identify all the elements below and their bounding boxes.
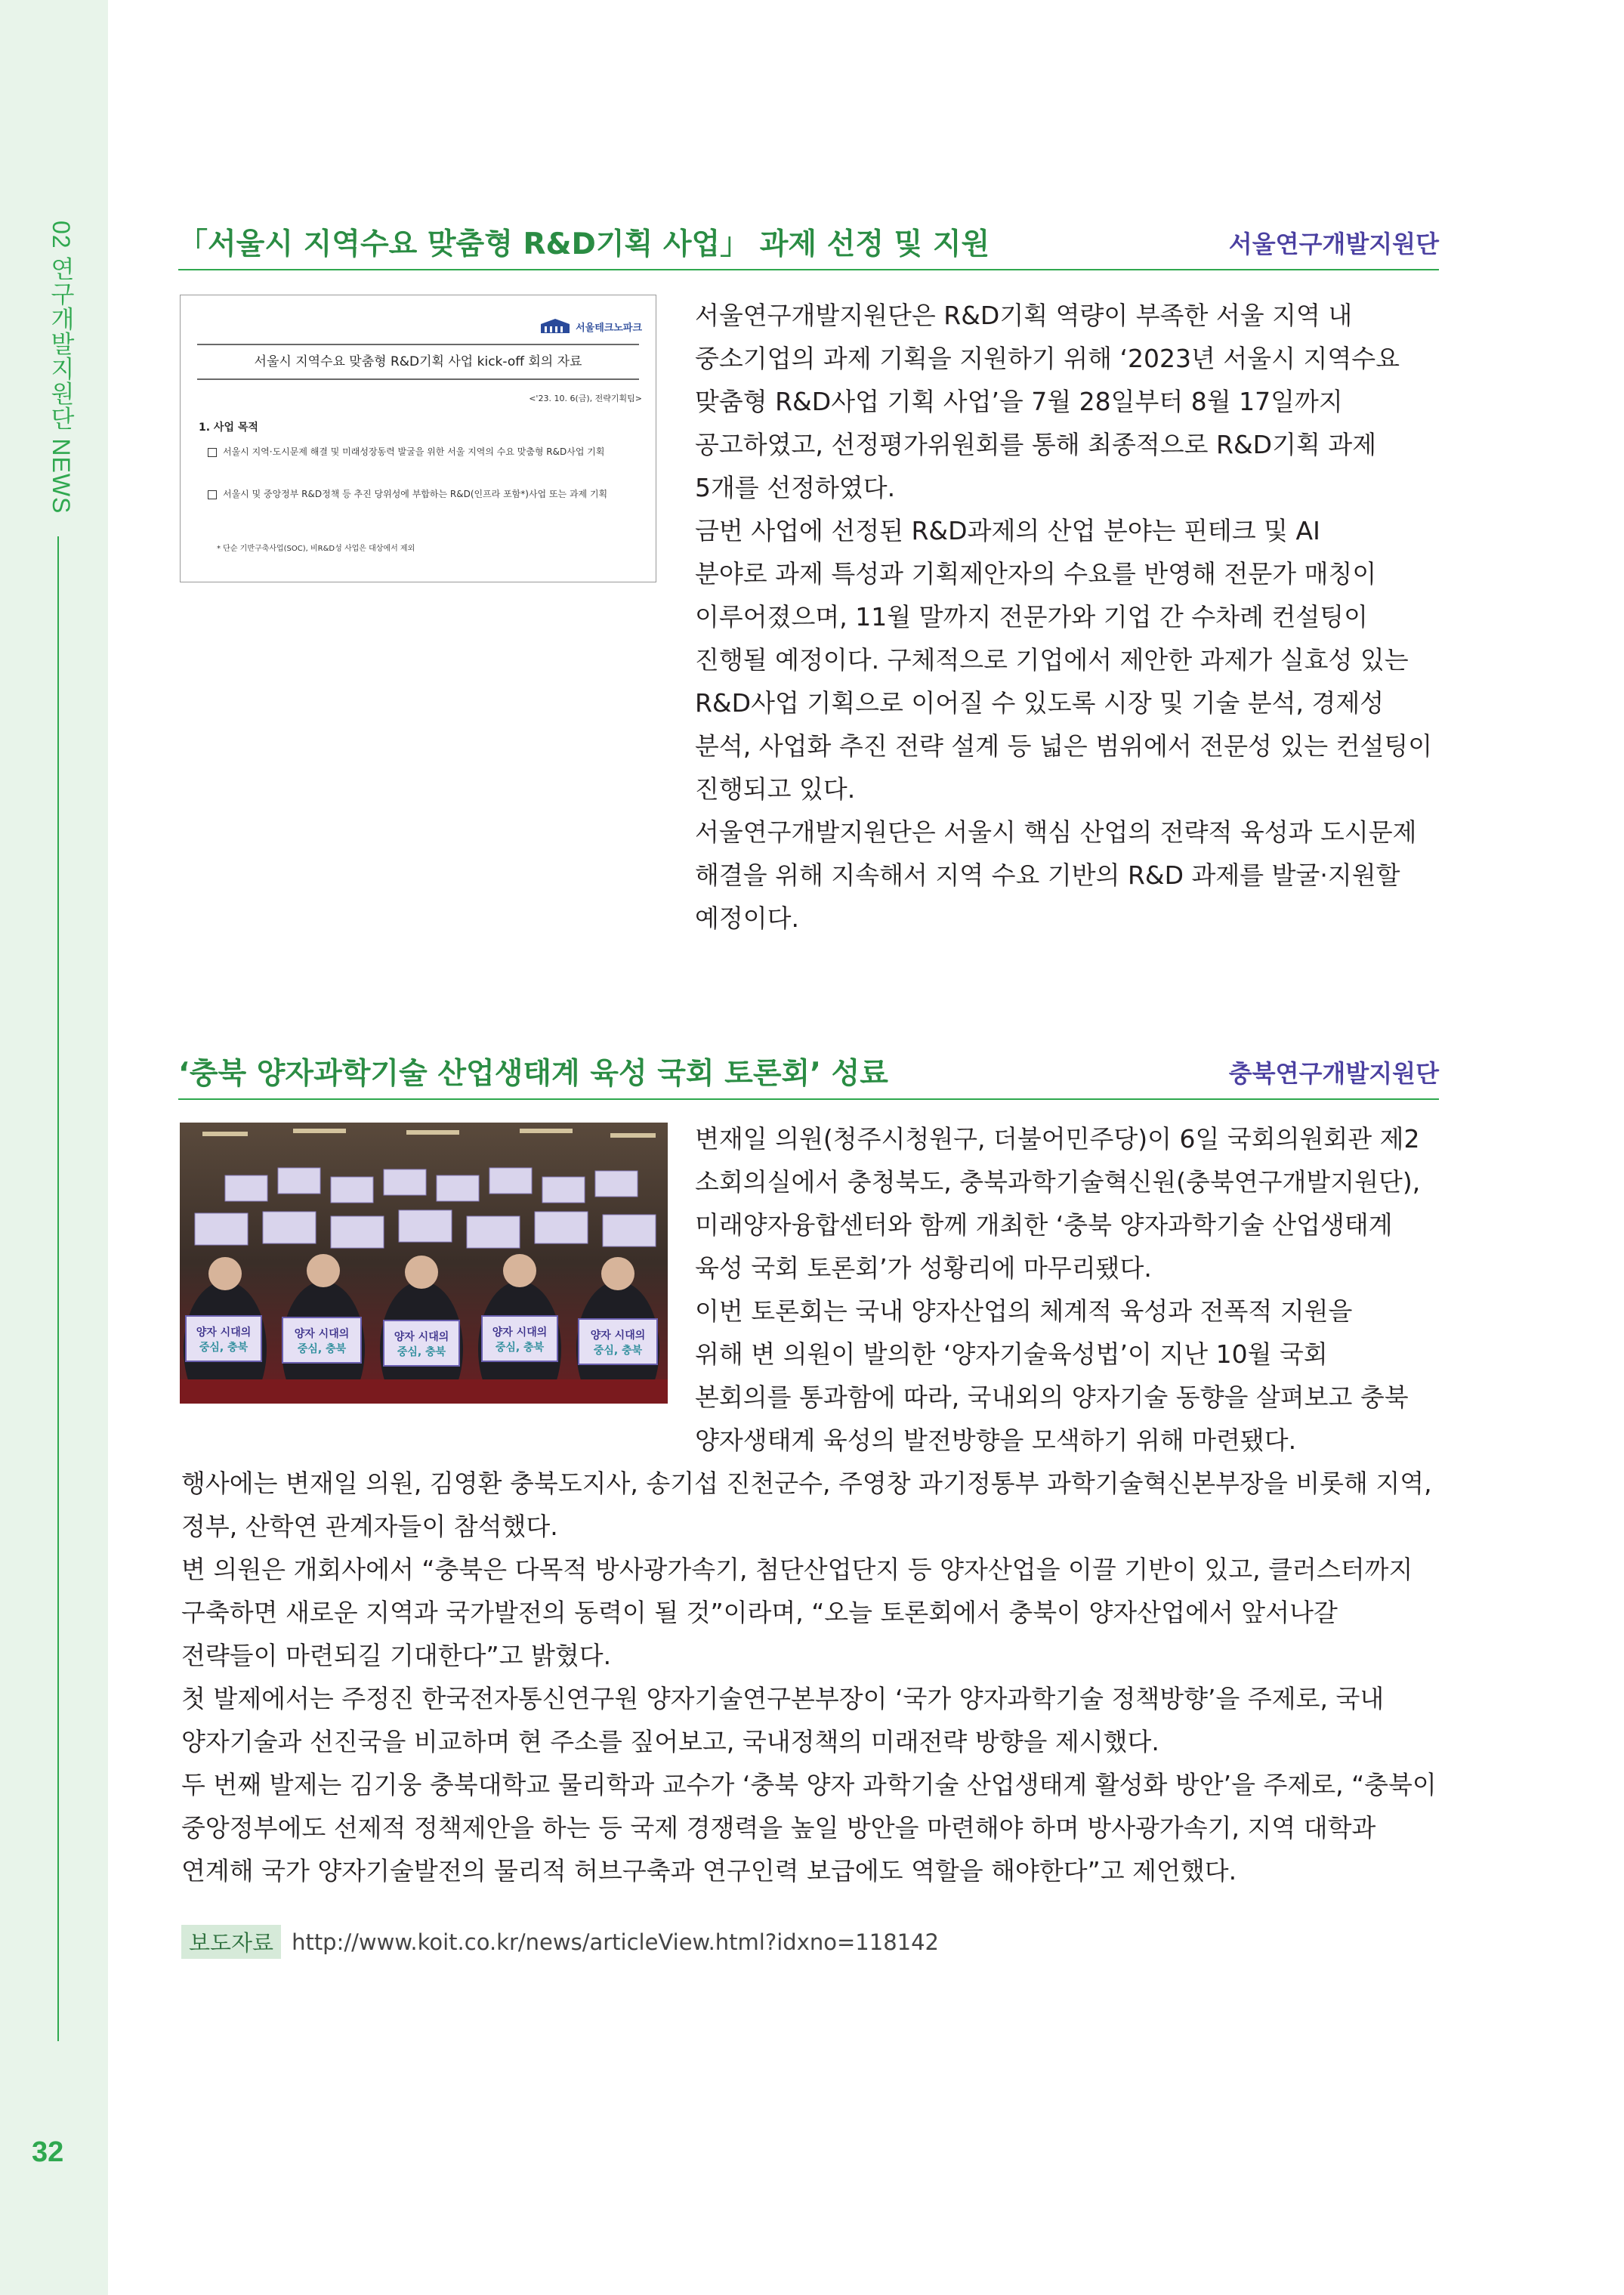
paragraph [181,1462,1443,1892]
paragraph [695,509,1443,811]
text-line: 이번 토론회는 국내 양자산업의 체계적 육성과 전폭적 지원을 [695,1296,1353,1326]
text-line: 연계해 국가 양자기술발전의 물리적 허브구축과 연구인력 보급에도 역할을 해야한다”고 제언했다. [181,1856,1237,1886]
text-line: 소회의실에서 충청북도, 충북과학기술혁신원(충북연구개발지원단), [695,1167,1421,1197]
text-line: 구축하면 새로운 지역과 국가발전의 동력이 될 것”이라며, “오늘 토론회에서 충북이 양자산업에서 앞서나갈 [181,1598,1338,1627]
text-line: 진행될 예정이다. 구체적으로 기업에서 제안한 과제가 실효성 있는 [695,645,1409,675]
text-line: 분야로 과제 특성과 기획제안자의 수요를 반영해 전문가 매칭이 [695,559,1377,588]
article2-intro [695,1117,1443,1462]
doc-date: <'23. 10. 6(금), 전략기획팀> [529,394,642,403]
text-line: 이루어졌으며, 11월 말까지 전문가와 기업 간 수차례 컨설팅이 [695,602,1368,632]
sidebar-divider [57,536,59,2041]
text-line: 분석, 사업화 추진 전략 설계 등 넓은 범위에서 전문성 있는 컨설팅이 [695,731,1433,761]
sign-text: 중심, 충북 [297,1343,347,1355]
photo-illustration [180,1123,668,1404]
article2-divider [178,1098,1439,1100]
text-line: 해결을 위해 지속해서 지역 수요 기반의 R&D 과제를 발굴·지원할 [695,860,1400,890]
text-line: 첫 발제에서는 주정진 한국전자통신연구원 양자기술연구본부장이 ‘국가 양자과학기술 정책방향’을 주제로, 국내 [181,1684,1385,1713]
press-release-badge: 보도자료 [181,1925,281,1959]
text-line: 변 의원은 개회사에서 “충북은 다목적 방사광가속기, 첨단산업단지 등 양자산업을 이끌 기반이 있고, 클러스터까지 [181,1555,1413,1584]
article2-title: ‘충북 양자과학기술 산업생태계 육성 국회 토론회’ 성료 [178,1057,888,1091]
text-line: 미래양자융합센터와 함께 개최한 ‘충북 양자과학기술 산업생태계 [695,1210,1393,1240]
text-line: 육성 국회 토론회’가 성황리에 마무리됐다. [695,1253,1152,1283]
article1-org: 서울연구개발지원단 [1228,230,1439,258]
sign-text: 중심, 충북 [593,1345,643,1357]
article1-body [695,294,1443,940]
text-line: 예정이다. [695,903,800,933]
text-line: 전략들이 마련되길 기대한다”고 밝혔다. [181,1641,612,1670]
text-line: 중앙정부에도 선제적 정책제안을 하는 등 국제 경쟁력을 높일 방안을 마련해야 하며 방사광가속기, 지역 대학과 [181,1813,1376,1842]
checkbox-icon [208,490,217,499]
text-line: 행사에는 변재일 의원, 김영환 충북도지사, 송기섭 진천군수, 주영창 과기정통부 과학기술혁신본부장을 비롯해 지역, [181,1469,1432,1498]
press-release-url[interactable]: http://www.koit.co.kr/news/articleView.html?idxno=118142 [292,1929,940,1955]
paragraph [695,1117,1443,1462]
article2-body [181,1462,1443,1892]
article1-title: 「서울시 지역수요 맞춤형 R&D기획 사업」 과제 선정 및 지원 [178,227,990,261]
doc-footnote: * 단순 기반구축사업(SOC), 비R&D성 사업은 대상에서 제외 [217,545,415,553]
text-line: 변재일 의원(청주시청원구, 더불어민주당)이 6일 국회의원회관 제2 [695,1124,1420,1154]
paragraph [695,294,1443,509]
sign-text: 양자 시대의 [492,1327,548,1339]
text-line: 맞춤형 R&D사업 기획 사업’을 7월 28일부터 8월 17일까지 [695,387,1343,416]
article1-divider [178,269,1439,270]
doc-item: 서울시 및 중앙정부 R&D정책 등 추진 당위성에 부합하는 R&D(인프라 포함*)사업 또는 과제 기획 [208,486,631,502]
text-line: 서울연구개발지원단은 서울시 핵심 산업의 전략적 육성과 도시문제 [695,817,1417,847]
doc-section-heading: 1. 사업 목적 [199,422,258,434]
sign-text: 중심, 충북 [397,1346,446,1358]
text-line: 진행되고 있다. [695,774,856,804]
text-line: 위해 변 의원이 발의한 ‘양자기술육성법’이 지난 10월 국회 [695,1339,1328,1369]
text-line: 금번 사업에 선정된 R&D과제의 산업 분야는 핀테크 및 AI [695,516,1320,545]
text-line: 정부, 산학연 관계자들이 참석했다. [181,1512,558,1541]
sign-text: 양자 시대의 [394,1331,449,1343]
page-number: 32 [32,2136,64,2168]
text-line: 공고하였고, 선정평가위원회를 통해 최종적으로 R&D기획 과제 [695,430,1377,459]
paragraph [695,811,1443,940]
text-line: 서울연구개발지원단은 R&D기획 역량이 부족한 서울 지역 내 [695,301,1353,330]
section-label: 02 연구개발지원단 NEWS [48,221,75,514]
text-line: 본회의를 통과함에 따라, 국내외의 양자기술 동향을 살펴보고 충북 [695,1382,1409,1412]
text-line: 중소기업의 과제 기획을 지원하기 위해 ‘2023년 서울시 지역수요 [695,344,1400,373]
seoul-tp-logo [539,318,642,335]
sign-text: 양자 시대의 [590,1330,646,1342]
sign-text: 양자 시대의 [294,1328,350,1340]
forum-group-photo [180,1123,668,1404]
doc-title: 서울시 지역수요 맞춤형 R&D기획 사업 kick-off 회의 자료 [197,344,639,380]
sign-text: 중심, 충북 [495,1342,545,1354]
text-line: 양자생태계 육성의 발전방향을 모색하기 위해 마련됐다. [695,1425,1297,1455]
press-release-link [181,1925,939,1959]
kickoff-document-image [180,295,656,582]
sign-text: 양자 시대의 [196,1327,252,1339]
sign-text: 중심, 충북 [199,1342,249,1354]
logo-text: 서울테크노파크 [576,322,642,334]
building-icon [539,318,571,335]
text-line: R&D사업 기획으로 이어질 수 있도록 시장 및 기술 분석, 경제성 [695,688,1385,718]
article2-org: 충북연구개발지원단 [1228,1059,1439,1088]
doc-item: 서울시 지역·도시문제 해결 및 미래성장동력 발굴을 위한 서울 지역의 수요 맞춤형 R&D사업 기획 [208,443,631,460]
text-line: 두 번째 발제는 김기웅 충북대학교 물리학과 교수가 ‘충북 양자 과학기술 산업생태계 활성화 방안’을 주제로, “충북이 [181,1770,1437,1799]
text-line: 양자기술과 선진국을 비교하며 현 주소를 짚어보고, 국내정책의 미래전략 방향을 제시했다. [181,1727,1159,1756]
checkbox-icon [208,448,217,457]
text-line: 5개를 선정하였다. [695,473,896,502]
